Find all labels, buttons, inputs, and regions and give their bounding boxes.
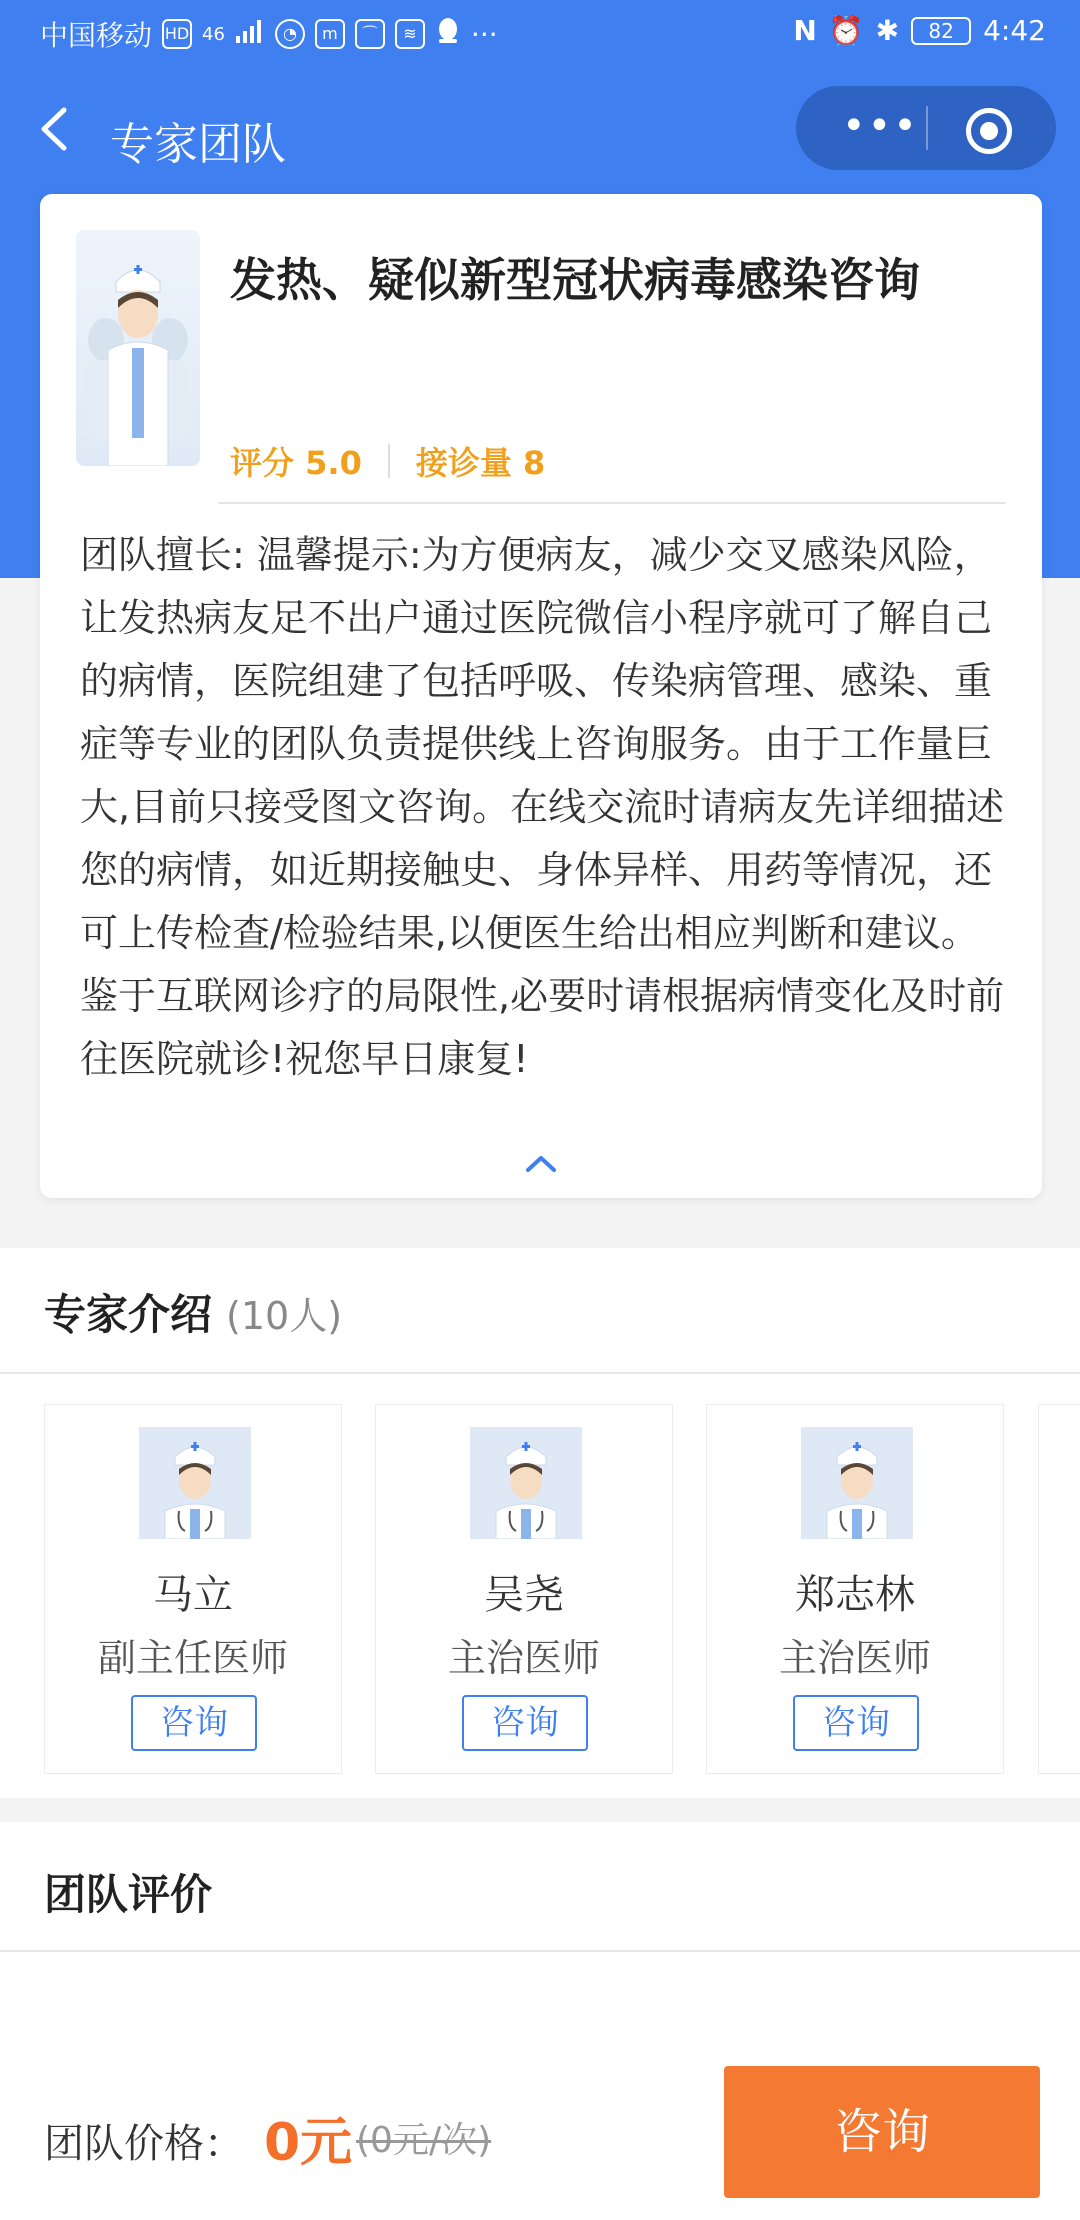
doctor-avatar-icon [801,1427,913,1539]
page-title: 专家团队 [110,119,286,170]
network-type: 46 [202,23,225,45]
battery-icon: 82 [911,17,971,45]
rating-label: 评分 5.0 [230,444,362,482]
section-divider [0,1372,1080,1374]
alarm-icon: ⏰ [828,14,864,47]
expert-card-partial[interactable] [1038,1404,1080,1774]
consult-expert-button[interactable]: 咨询 [793,1695,919,1751]
expert-name: 吴尧 [484,1572,564,1618]
experts-section-title [44,1282,342,1342]
more-notifications-icon: ··· [470,17,498,51]
carrier-name: 中国移动 [40,19,153,52]
expert-card[interactable] [706,1404,1004,1774]
app-notification-icon: m [315,19,345,49]
status-left [40,14,498,54]
team-description: 团队擅长: 温馨提示:为方便病友，减少交叉感染风险，让发热病友足不出户通过医院微信小程序就可了解自己的病情，医院组建了包括呼吸、传染病管理、感染、重症等专业的团队负责提供线上咨询服务。由于工作量巨大,目前只接受图文咨询。在线交流时请病友先详细描述您的病情，如近期接触史、身体异样、用药等情况，还可上传检查/检验结果,以便医生给出相应判断和建议。鉴于互联网诊疗的局限性,必要时请根据病情变化及时前往医院就诊!祝您早日康复! [80,533,1005,1081]
expert-title: 主治医师 [778,1636,931,1680]
signal-icon [235,18,265,51]
visits-label: 接诊量 8 [415,444,546,482]
price-original: (0元/次) [356,2120,492,2161]
experts-section [0,1248,1080,1798]
nfc-icon: N [793,14,817,47]
consult-button[interactable]: 咨询 [724,2066,1040,2198]
reviews-section-title: 团队评价 [44,1870,213,1919]
team-card [40,194,1042,1198]
section-divider [0,1950,1080,1952]
expert-title: 副主任医师 [97,1636,288,1680]
expert-card[interactable] [375,1404,673,1774]
app-notification-icon: ◔ [275,19,305,49]
status-right [793,14,1046,47]
doctor-avatar-icon [470,1427,582,1539]
price-label: 团队价格： [44,2121,244,2167]
team-stats [230,438,545,484]
navigation-bar [0,64,1080,194]
mini-program-capsule [796,86,1056,170]
expert-title: 主治医师 [447,1636,600,1680]
clock-time: 4:42 [983,14,1046,47]
status-bar [0,0,1080,64]
expert-card[interactable] [44,1404,342,1774]
close-target-icon[interactable] [966,108,1012,154]
collapse-chevron-up-icon[interactable] [524,1152,558,1176]
team-title: 发热、疑似新型冠状病毒感染咨询 [230,253,920,307]
hd-icon: HD [162,19,192,49]
more-dots-icon[interactable]: ••• [842,103,919,149]
consult-expert-button[interactable]: 咨询 [462,1695,588,1751]
expert-name: 马立 [153,1572,233,1618]
experts-title-text: 专家介绍 [44,1290,213,1339]
team-avatar [76,230,200,466]
qq-icon [435,17,461,52]
doctor-avatar-icon [139,1427,251,1539]
price-value: 0元 [264,2113,353,2173]
expert-name: 郑志林 [795,1572,915,1618]
stats-divider [388,444,390,478]
bluetooth-icon: ✱ [875,14,900,47]
app-notification-icon: ⌒ [355,19,385,49]
back-icon[interactable] [36,104,76,154]
capsule-divider [926,106,928,150]
card-divider [218,502,1006,504]
experts-count: (10人) [226,1294,343,1338]
wifi-notification-icon: ≋ [395,19,425,49]
consult-expert-button[interactable]: 咨询 [131,1695,257,1751]
